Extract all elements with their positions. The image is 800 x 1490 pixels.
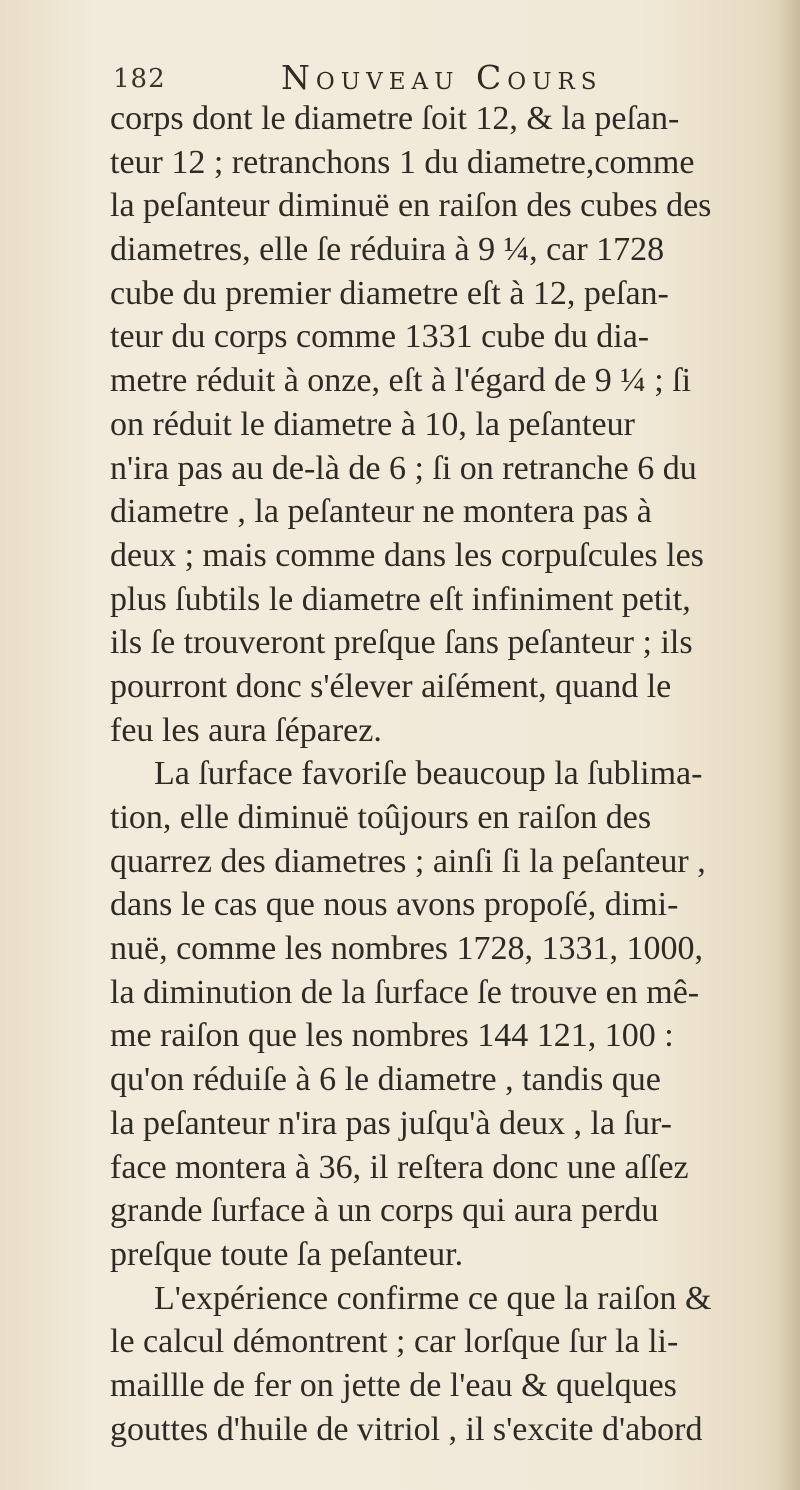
- text-line: pourront donc s'élever aiſément, quand le: [110, 667, 672, 705]
- text-line: la diminution de la ſurface ſe trouve en mê-: [110, 973, 700, 1011]
- text-line: le calcul démontrent ; car lorſque ſur la li-: [110, 1323, 679, 1361]
- paragraph-start-line: La ſurface favoriſe beaucoup la ſublima-: [154, 755, 703, 793]
- text-line: metre réduit à onze, eſt à l'égard de 9 ¼ ; ſi: [110, 362, 692, 400]
- text-line: gouttes d'huile de vitriol , il s'excite d'abord: [110, 1410, 703, 1448]
- body-text: [110, 97, 770, 1451]
- text-line: on réduit le diametre à 10, la peſanteur: [110, 405, 635, 443]
- text-line: quarrez des diametres ; ainſi ſi la peſanteur ,: [110, 842, 706, 880]
- text-line: feu les aura ſéparez.: [110, 711, 382, 749]
- text-line: teur 12 ; retranchons 1 du diametre,comme: [110, 143, 695, 181]
- text-line: teur du corps comme 1331 cube du dia-: [110, 318, 650, 356]
- text-line: plus ſubtils le diametre eſt infiniment petit,: [110, 580, 691, 618]
- text-line: diametre , la peſanteur ne montera pas à: [110, 493, 652, 531]
- text-line: deux ; mais comme dans les corpuſcules les: [110, 536, 704, 574]
- text-line: me raiſon que les nombres 144 121, 100 :: [110, 1017, 674, 1055]
- text-line: face montera à 36, il reſtera donc une aſſez: [110, 1148, 689, 1186]
- text-line: ils ſe trouveront preſque ſans peſanteur ; ils: [110, 624, 693, 662]
- text-line: corps dont le diametre ſoit 12, & la peſan-: [110, 100, 680, 137]
- text-line: dans le cas que nous avons propoſé, dimi-: [110, 886, 679, 924]
- running-title: Nouveau Cours: [281, 58, 603, 97]
- text-line: tion, elle diminuë toûjours en raiſon des: [110, 799, 652, 836]
- text-line: maillle de fer on jette de l'eau & quelques: [110, 1366, 677, 1404]
- text-line: nuë, comme les nombres 1728, 1331, 1000,: [110, 930, 704, 968]
- page-edge-shadow: [778, 0, 800, 1490]
- text-line: qu'on réduiſe à 6 le diametre , tandis que: [110, 1061, 661, 1099]
- text-line: preſque toute ſa peſanteur.: [110, 1235, 464, 1273]
- page-header: [113, 58, 753, 102]
- text-line: diametres, elle ſe réduira à 9 ¼, car 1728: [110, 231, 665, 269]
- text-line: cube du premier diametre eſt à 12, peſan-: [110, 274, 669, 312]
- text-line: la peſanteur diminuë en raiſon des cubes des: [110, 187, 712, 225]
- page-number: 182: [113, 64, 166, 94]
- text-line: grande ſurface à un corps qui aura perdu: [110, 1192, 659, 1230]
- text-line: la peſanteur n'ira pas juſqu'à deux , la ſur-: [110, 1104, 672, 1142]
- text-line: n'ira pas au de-là de 6 ; ſi on retranche 6 du: [110, 449, 697, 487]
- paragraph-start-line: L'expérience confirme ce que la raiſon &: [154, 1279, 712, 1317]
